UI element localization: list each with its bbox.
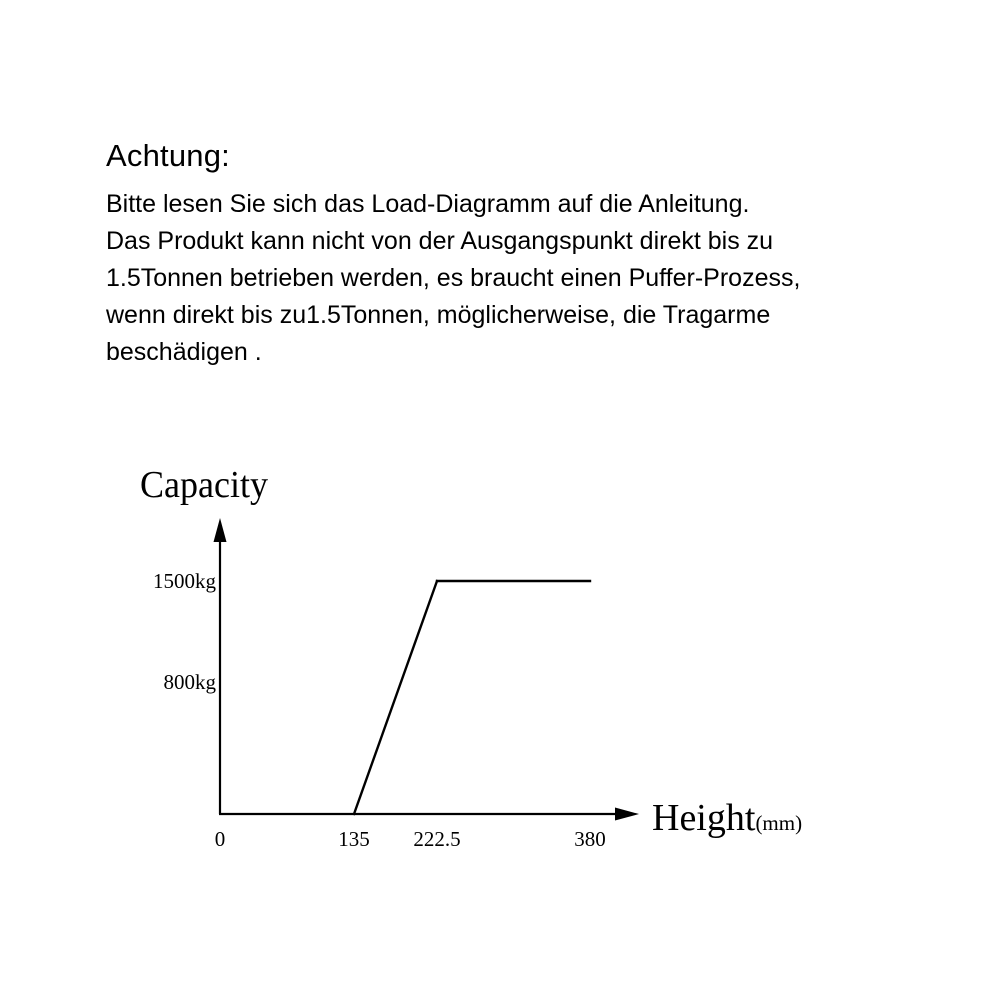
notice-line-1: Bitte lesen Sie sich das Load-Diagramm auf die Anleitung.	[106, 190, 750, 218]
x-axis-unit: (mm)	[755, 811, 803, 835]
x-tick-label-222-5: 222.5	[413, 827, 461, 851]
y-tick-label-800: 800kg	[163, 670, 216, 694]
notice-line-5: beschädigen .	[106, 338, 262, 366]
x-tick-labels	[215, 827, 606, 851]
x-tick-label-380: 380	[574, 827, 606, 851]
x-tick-label-135: 135	[338, 827, 370, 851]
load-diagram-svg	[0, 440, 1000, 880]
notice-line-2: Das Produkt kann nicht von der Ausgangspunkt direkt bis zu	[106, 227, 774, 255]
y-tick-labels	[153, 569, 217, 694]
series-lines	[220, 581, 590, 814]
y-axis-arrow-icon	[214, 518, 227, 542]
x-tick-label-0: 0	[214, 827, 226, 851]
x-axis-title: Height	[652, 797, 756, 839]
notice-line-4: wenn direkt bis zu1.5Tonnen, möglicherweise, die Tragarme	[106, 301, 771, 329]
series-0-segment-1	[354, 581, 437, 814]
load-diagram	[0, 440, 1000, 880]
notice-line-3: 1.5Tonnen betrieben werden, es braucht einen Puffer-Prozess,	[106, 264, 801, 292]
notice-block	[106, 136, 976, 371]
x-axis-title-group	[652, 797, 802, 839]
y-axis-title: Capacity	[140, 464, 268, 506]
y-tick-label-1500: 1500kg	[153, 569, 216, 593]
notice-heading: Achtung:	[106, 138, 230, 173]
x-axis-arrow-icon	[615, 808, 639, 821]
